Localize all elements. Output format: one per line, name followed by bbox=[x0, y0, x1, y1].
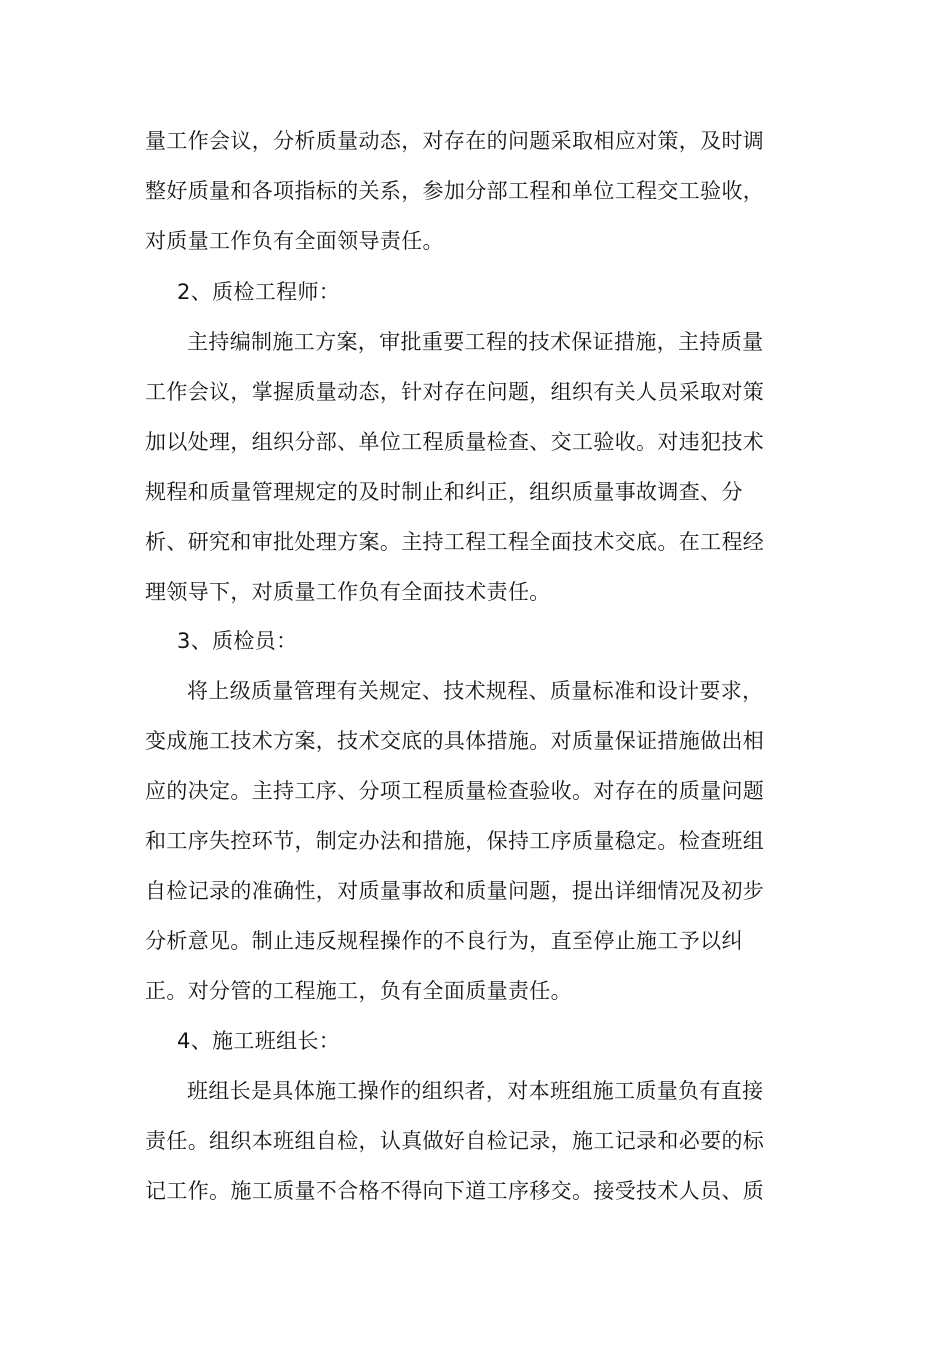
section-heading: 3、质检员： bbox=[177, 629, 298, 653]
text-line: 主持编制施工方案，审批重要工程的技术保证措施，主持质量 bbox=[187, 330, 764, 354]
text-line: 记工作。施工质量不合格不得向下道工序移交。接受技术人员、质 bbox=[145, 1179, 765, 1203]
text-line: 规程和质量管理规定的及时制止和纠正，组织质量事故调查、分 bbox=[145, 480, 743, 504]
text-line: 应的决定。主持工序、分项工程质量检查验收。对存在的质量问题 bbox=[145, 779, 765, 803]
text-line: 变成施工技术方案，技术交底的具体措施。对质量保证措施做出相 bbox=[145, 729, 765, 753]
text-line: 班组长是具体施工操作的组织者，对本班组施工质量负有直接 bbox=[187, 1079, 764, 1103]
text-line: 分析意见。制止违反规程操作的不良行为，直至停止施工予以纠 bbox=[145, 929, 743, 953]
text-line: 对质量工作负有全面领导责任。 bbox=[145, 229, 444, 253]
text-line: 责任。组织本班组自检，认真做好自检记录，施工记录和必要的标 bbox=[145, 1129, 765, 1153]
text-line: 整好质量和各项指标的关系，参加分部工程和单位工程交工验收， bbox=[145, 179, 765, 203]
text-line: 加以处理，组织分部、单位工程质量检查、交工验收。对违犯技术 bbox=[145, 430, 765, 454]
text-line: 工作会议，掌握质量动态，针对存在问题，组织有关人员采取对策 bbox=[145, 380, 765, 404]
text-line: 量工作会议，分析质量动态，对存在的问题采取相应对策，及时调 bbox=[145, 129, 765, 153]
text-line: 理领导下，对质量工作负有全面技术责任。 bbox=[145, 580, 551, 604]
text-line: 自检记录的准确性，对质量事故和质量问题，提出详细情况及初步 bbox=[145, 879, 765, 903]
section-heading: 4、施工班组长： bbox=[177, 1029, 341, 1053]
text-line: 和工序失控环节，制定办法和措施，保持工序质量稳定。检查班组 bbox=[145, 829, 765, 853]
section-heading: 2、质检工程师： bbox=[177, 280, 341, 304]
text-line: 正。对分管的工程施工，负有全面质量责任。 bbox=[145, 979, 572, 1003]
text-line: 将上级质量管理有关规定、技术规程、质量标准和设计要求， bbox=[187, 679, 764, 703]
text-line: 析、研究和审批处理方案。主持工程工程全面技术交底。在工程经 bbox=[145, 530, 765, 554]
